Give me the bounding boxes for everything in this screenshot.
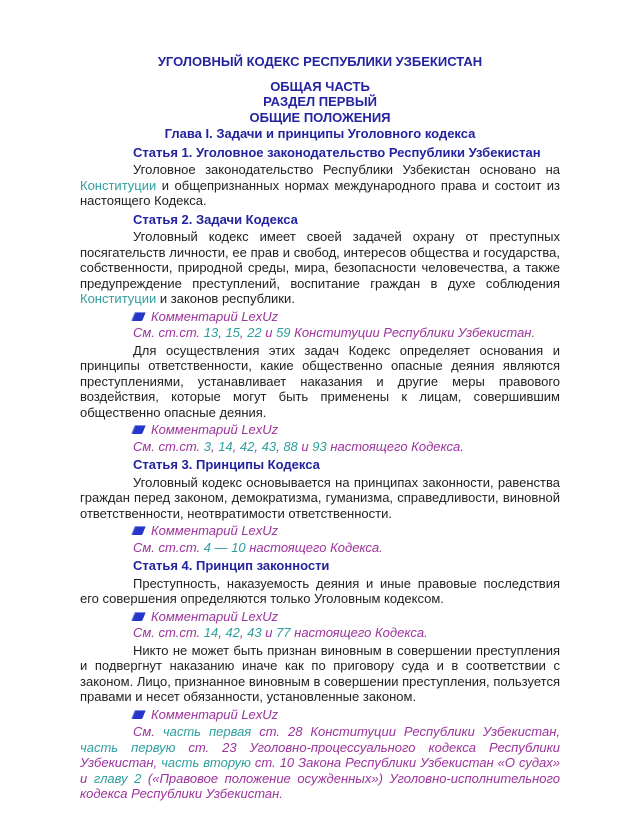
text-segment: См. ст.ст. <box>133 438 204 454</box>
document-subtitle-section: РАЗДЕЛ ПЕРВЫЙ <box>263 94 377 109</box>
inline-link[interactable]: 42 <box>239 438 255 454</box>
text-segment: и законов республики. <box>156 291 295 306</box>
inline-link[interactable]: 59 <box>276 325 291 340</box>
text-segment: («Правовое положение осужденных») Уголовно-исполнительного кодекса Республики Узбекистан. <box>80 770 560 801</box>
text-segment: , <box>210 438 219 454</box>
paragraph <box>80 343 560 421</box>
lexuz-comment-link[interactable]: Комментарий LexUz <box>151 706 279 722</box>
document-body <box>80 145 560 802</box>
text-segment: , <box>239 325 248 340</box>
article-heading: Статья 1. Уголовное законодательство Республики Узбекистан <box>133 144 541 160</box>
article-heading: Статья 2. Задачи Кодекса <box>133 211 298 227</box>
text-segment: Уголовный кодекс имеет своей задачей охрану от преступных посягательств личности, ее прав и свобод, интересов общества и государства, собственности, природной среды, мира, безопасности человечества, а также предупреждение преступлений, воспитание граждан в духе соблюдения <box>80 229 560 291</box>
text-segment: , <box>239 625 248 640</box>
inline-link[interactable]: Конституции <box>80 291 157 306</box>
inline-link[interactable]: 42 <box>225 625 240 640</box>
comment-reference <box>80 439 560 455</box>
lexuz-comment-flag-icon <box>131 312 146 321</box>
text-segment: и <box>297 438 313 454</box>
lexuz-comment-flag-icon <box>131 612 146 621</box>
inline-link[interactable]: главу 2 <box>93 770 142 786</box>
text-segment: ст. 10 Закона Республики Узбекистан «О судах» и <box>80 755 560 786</box>
text-segment: , <box>218 325 226 340</box>
paragraph <box>80 643 560 705</box>
text-segment: и <box>261 625 277 640</box>
chapter-heading: Глава I. Задачи и принципы Уголовного кодекса <box>164 126 476 141</box>
lexuz-comment-link[interactable]: Комментарий LexUz <box>151 422 279 437</box>
text-segment: Уголовный кодекс основывается на принципах законности, равенства граждан перед законом, демократизма, гуманизма, справедливости, виновной ответственности, неотвратимости ответственности. <box>80 474 560 521</box>
text-segment: , <box>254 438 262 454</box>
document-title: УГОЛОВНЫЙ КОДЕКС РЕСПУБЛИКИ УЗБЕКИСТАН <box>157 54 483 69</box>
text-segment: Для осуществления этих задач Кодекс определяет основания и принципы ответственности, какие общественно опасные деяния являются преступлениями, устанавливает наказания и другие меры правового воздействия, которые могут быть применены к лицам, совершившим общественно опасные деяния. <box>80 342 560 420</box>
text-segment: , <box>232 438 240 454</box>
inline-link[interactable]: 88 <box>283 438 298 454</box>
inline-link[interactable]: 22 <box>247 325 262 340</box>
article-heading: Статья 4. Принцип законности <box>133 558 330 573</box>
inline-link[interactable]: 14 <box>203 625 219 640</box>
text-segment: , <box>218 625 226 640</box>
comment-line <box>80 422 560 438</box>
text-segment: настоящего Кодекса. <box>245 539 383 555</box>
lexuz-comment-flag-icon <box>131 526 146 535</box>
paragraph <box>80 229 560 307</box>
inline-link[interactable]: 3 <box>203 438 211 454</box>
inline-link[interactable]: 14 <box>218 438 233 454</box>
comment-reference <box>80 625 560 641</box>
paragraph <box>80 162 560 209</box>
text-segment: ст. 28 Конституции Республики Узбекистан, <box>251 724 560 739</box>
text-segment: См. ст.ст. <box>133 325 204 340</box>
inline-link[interactable]: 43 <box>261 438 277 454</box>
inline-link[interactable]: часть вторую <box>161 755 251 770</box>
article-heading: Статья 3. Принципы Кодекса <box>133 457 320 472</box>
inline-link[interactable]: 13 <box>203 325 219 340</box>
inline-link[interactable]: 93 <box>312 438 327 454</box>
inline-link[interactable]: Конституции <box>80 177 157 193</box>
paragraph <box>80 576 560 607</box>
text-segment: Уголовное законодательство Республики Узбекистан основано на <box>133 162 560 177</box>
comment-line <box>80 309 560 325</box>
lexuz-comment-flag-icon <box>131 710 146 719</box>
inline-link[interactable]: 15 <box>225 325 240 340</box>
text-segment: См. ст.ст. <box>133 625 204 640</box>
text-segment: См. <box>133 724 163 739</box>
text-segment: См. ст.ст. <box>133 539 204 555</box>
inline-link[interactable]: 77 <box>276 625 291 640</box>
comment-line <box>80 523 560 539</box>
text-segment: Конституции Республики Узбекистан. <box>290 325 536 340</box>
text-segment: настоящего Кодекса. <box>290 625 428 640</box>
lexuz-comment-link[interactable]: Комментарий LexUz <box>151 523 279 538</box>
inline-link[interactable]: часть первая <box>162 724 252 739</box>
paragraph <box>80 475 560 522</box>
text-segment: Никто не может быть признан виновным в совершении преступления и подвергнут наказанию иначе как по приговору суда и в соответствии с законом. Лицо, признанное виновным в совершении преступления, пользуется правами и несет обязанности, установленные законом. <box>80 642 560 704</box>
inline-link[interactable]: 43 <box>247 625 262 640</box>
text-segment: и общепризнанных нормах международного права и состоит из настоящего Кодекса. <box>80 177 560 208</box>
text-segment: Преступность, наказуемость деяния и иные правовые последствия его совершения определяются только Уголовным кодексом. <box>80 575 560 606</box>
document-subtitle-provisions: ОБЩИЕ ПОЛОЖЕНИЯ <box>249 109 391 125</box>
inline-link[interactable]: 4 — 10 <box>203 539 246 555</box>
comment-reference <box>80 325 560 341</box>
lexuz-comment-link[interactable]: Комментарий LexUz <box>151 608 279 624</box>
comment-line <box>80 609 560 625</box>
lexuz-comment-flag-icon <box>131 425 146 434</box>
comment-line <box>80 707 560 723</box>
lexuz-comment-link[interactable]: Комментарий LexUz <box>151 308 279 324</box>
text-segment: , <box>276 438 284 454</box>
text-segment: настоящего Кодекса. <box>326 438 464 454</box>
document-subtitle-part: ОБЩАЯ ЧАСТЬ <box>270 78 370 94</box>
inline-link[interactable]: часть первую <box>80 739 176 755</box>
text-segment: ст. 23 Уголовно-процессуального кодекса Республики Узбекистан, <box>80 739 560 770</box>
text-segment: и <box>261 325 277 340</box>
comment-reference <box>80 724 560 802</box>
comment-reference <box>80 540 560 556</box>
